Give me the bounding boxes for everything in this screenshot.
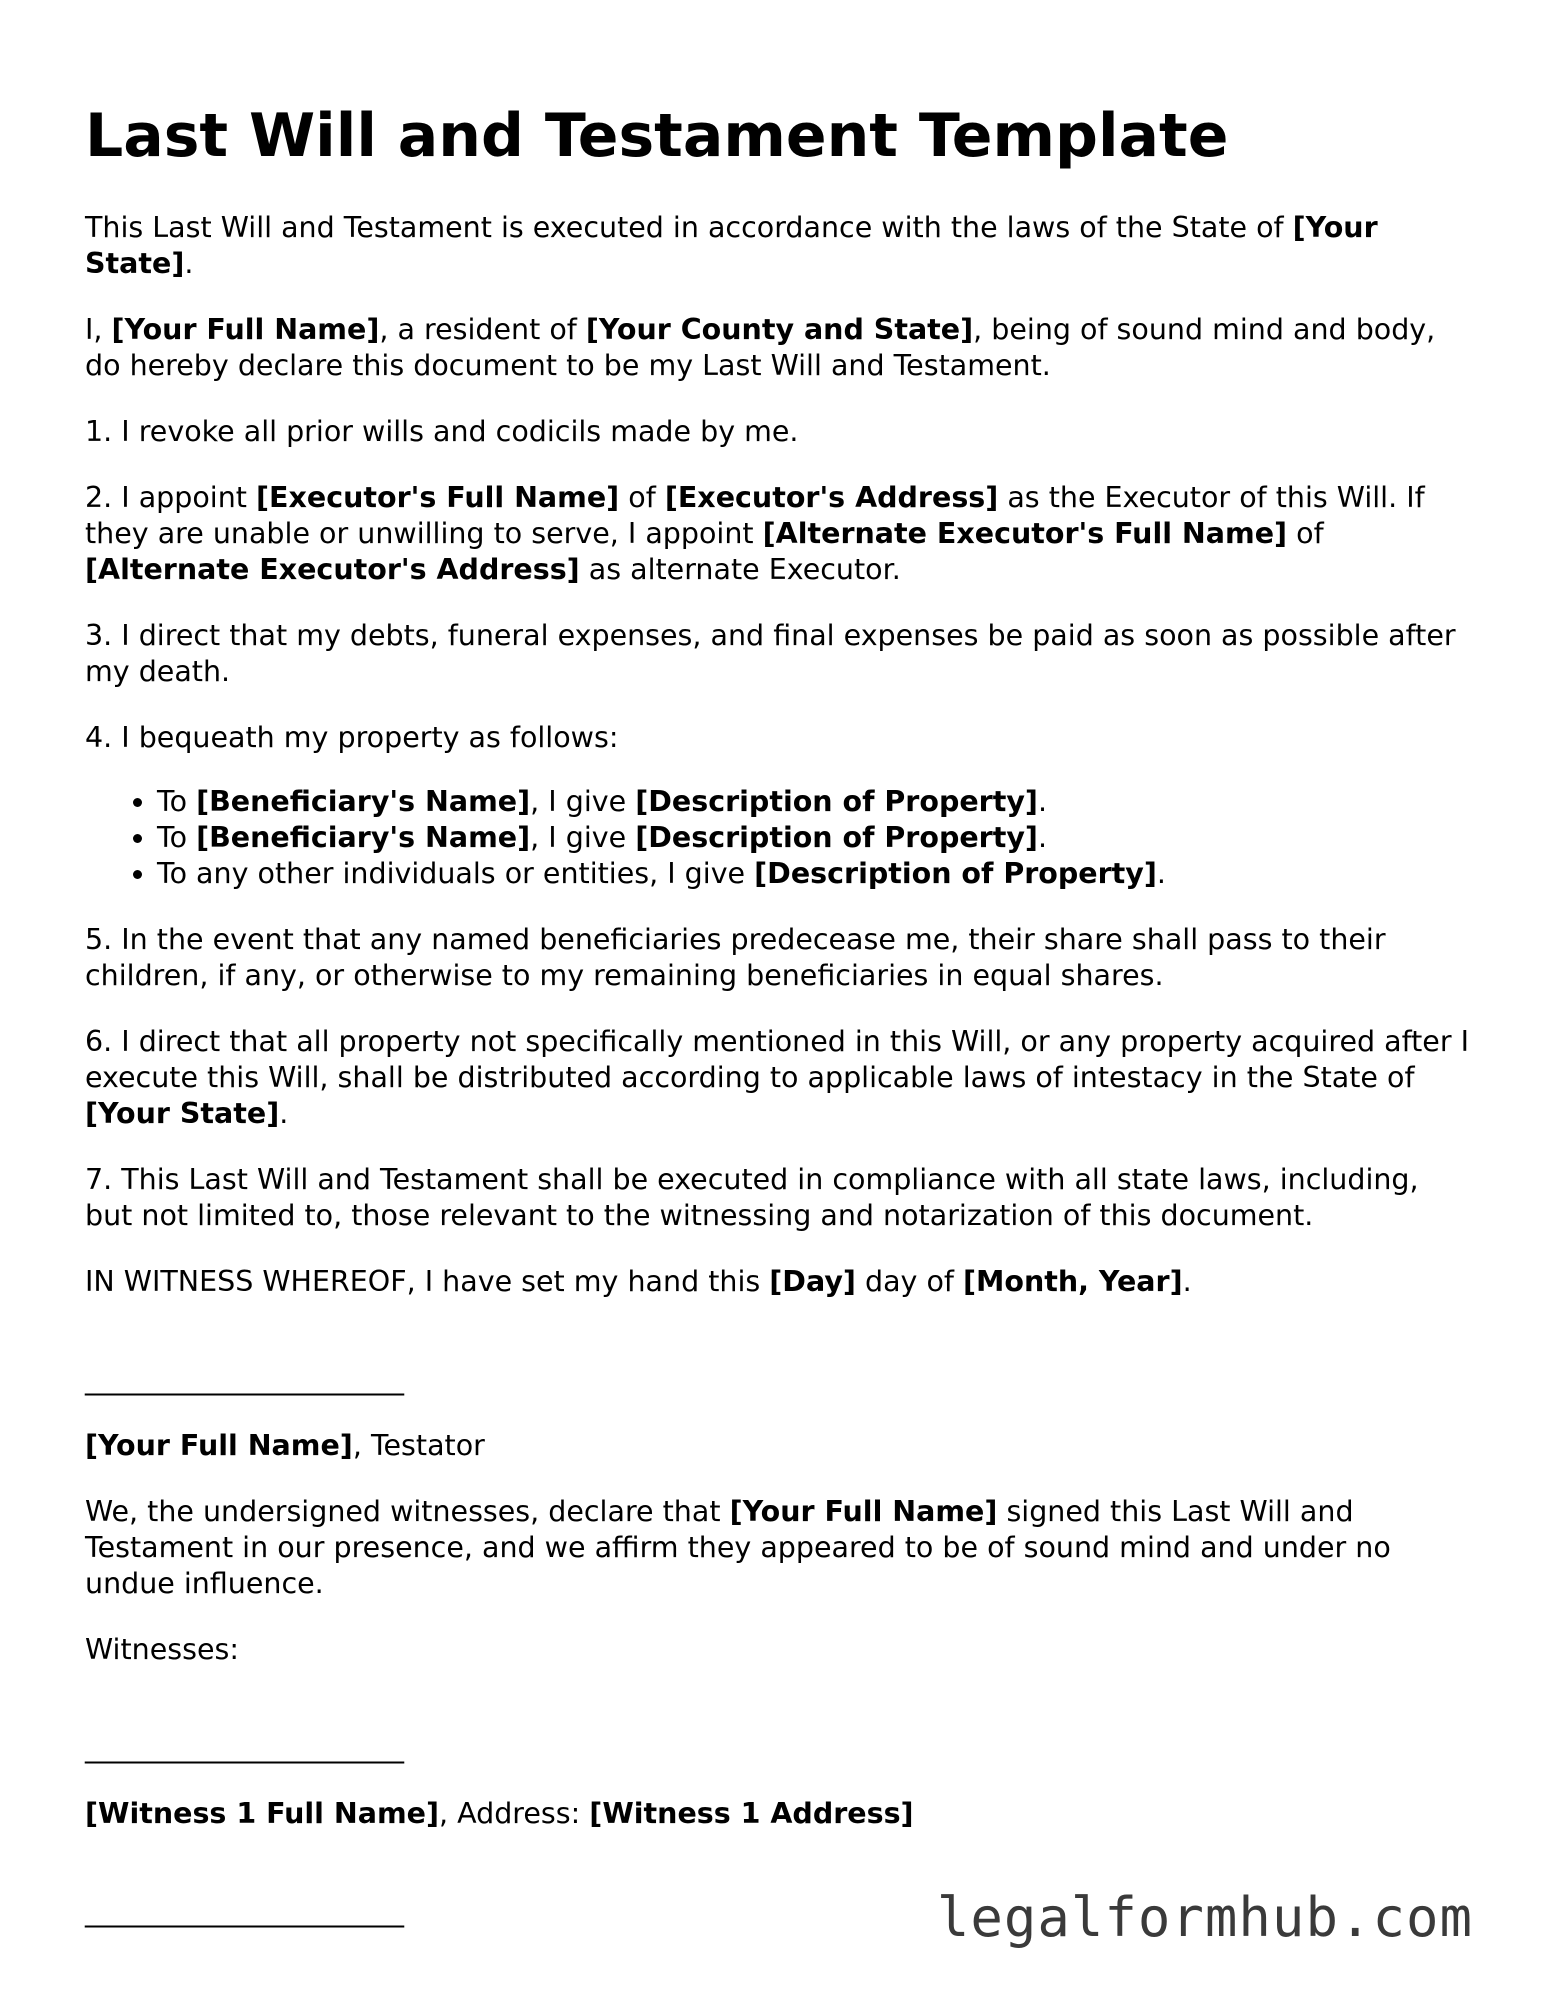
- witness-clause: IN WITNESS WHEREOF, I have set my hand this [Day] day of [Month, Year].: [85, 1265, 1192, 1298]
- bequest-list: [85, 784, 1470, 892]
- testator-signature-line: ________________________: [85, 1363, 403, 1396]
- list-item: • To any other individuals or entities, I give [Description of Property].: [157, 856, 1470, 892]
- clause-5: 5. In the event that any named beneficiaries predecease me, their share shall pass to their children, if any, or otherwise to my remaining beneficiaries in equal shares.: [85, 923, 1386, 992]
- witness-2-signature-line: ________________________: [85, 1895, 403, 1928]
- witnesses-label: Witnesses:: [85, 1633, 239, 1666]
- state-placeholder: [Your State]: [85, 1097, 280, 1130]
- day-placeholder: [Day]: [769, 1265, 856, 1298]
- clause-6: 6. I direct that all property not specifically mentioned in this Will, or any property acquired after I execute this Will, shall be distributed according to applicable laws of intestacy in the State of [Your State].: [85, 1025, 1470, 1130]
- attestation-paragraph: We, the undersigned witnesses, declare that [Your Full Name] signed this Last Will and Testament in our presence, and we affirm they appeared to be of sound mind and under no undue influence.: [85, 1495, 1391, 1600]
- list-item: • To [Beneficiary's Name], I give [Description of Property].: [157, 820, 1470, 856]
- name-placeholder: [Your Full Name]: [111, 313, 380, 346]
- clause-3: 3. I direct that my debts, funeral expenses, and final expenses be paid as soon as possible after my death.: [85, 619, 1456, 688]
- testator-name-line: [Your Full Name], Testator: [85, 1429, 485, 1462]
- clause-4: 4. I bequeath my property as follows:: [85, 721, 619, 754]
- month-year-placeholder: [Month, Year]: [963, 1265, 1183, 1298]
- brand-watermark: legalformhub.com: [936, 1886, 1473, 1949]
- county-placeholder: [Your County and State]: [585, 313, 974, 346]
- alternate-executor-address-placeholder: [Alternate Executor's Address]: [85, 553, 580, 586]
- state-placeholder: [Your State]: [85, 211, 1378, 280]
- alternate-executor-name-placeholder: [Alternate Executor's Full Name]: [762, 517, 1288, 550]
- executor-name-placeholder: [Executor's Full Name]: [256, 481, 620, 514]
- document-page: [85, 100, 1470, 1960]
- list-item: • To [Beneficiary's Name], I give [Description of Property].: [157, 784, 1470, 820]
- declaration-paragraph: I, [Your Full Name], a resident of [Your County and State], being of sound mind and body, do hereby declare this document to be my Last Will and Testament.: [85, 313, 1436, 382]
- clause-2: 2. I appoint [Executor's Full Name] of [Executor's Address] as the Executor of this Will. If they are unable or unwilling to serve, I appoint [Alternate Executor's Full Name] of [Alternate Executor's Address] as alternate Executor.: [85, 481, 1425, 586]
- clause-7: 7. This Last Will and Testament shall be executed in compliance with all state laws, including, but not limited to, those relevant to the witnessing and notarization of this document.: [85, 1163, 1419, 1232]
- page-title: Last Will and Testament Template: [85, 101, 1229, 171]
- clause-1: 1. I revoke all prior wills and codicils made by me.: [85, 415, 799, 448]
- intro-paragraph: This Last Will and Testament is executed in accordance with the laws of the State of [Your State].: [85, 211, 1378, 280]
- witness-1-signature-line: ________________________: [85, 1731, 403, 1764]
- executor-address-placeholder: [Executor's Address]: [664, 481, 999, 514]
- witness-1-line: [Witness 1 Full Name], Address: [Witness 1 Address]: [85, 1797, 914, 1830]
